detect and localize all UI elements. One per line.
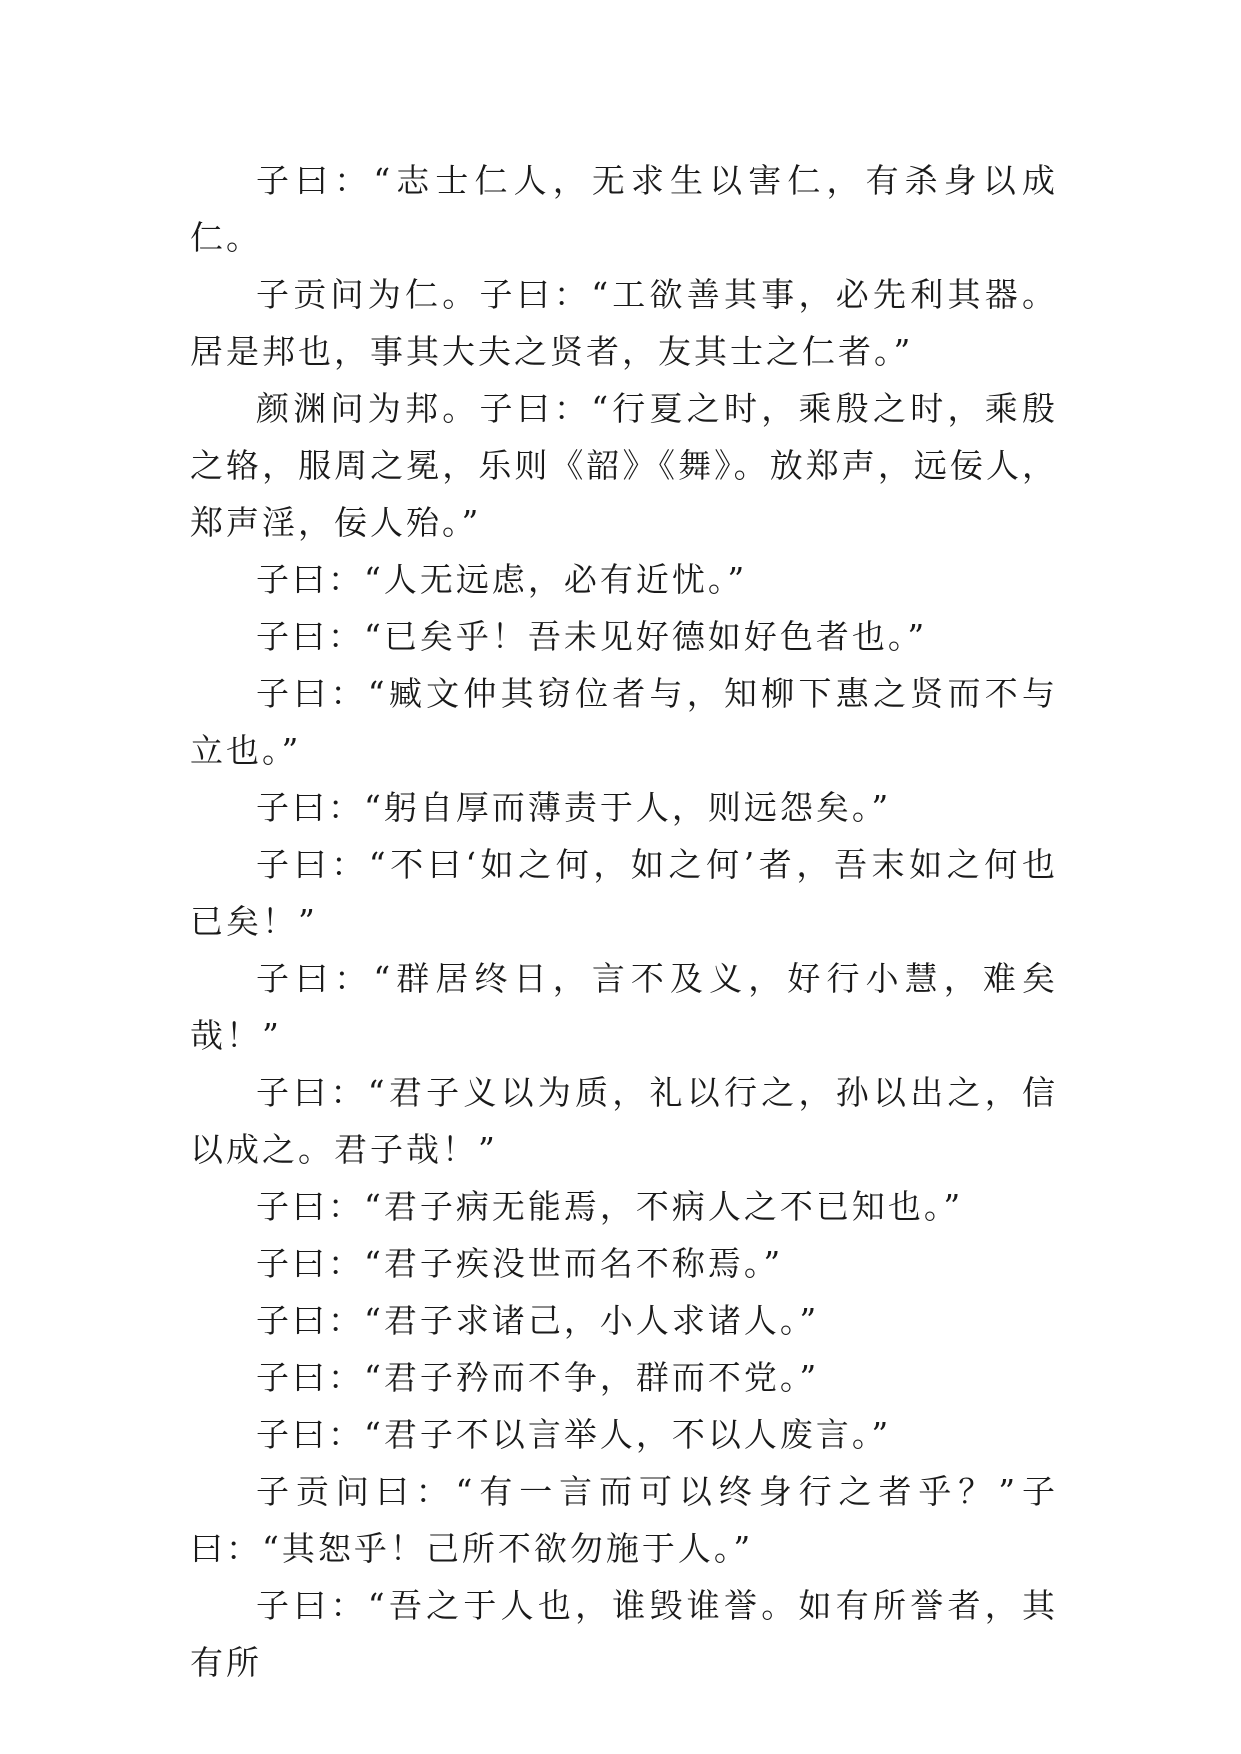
paragraph: 子曰：“群居终日，言不及义，好行小慧，难矣哉！” bbox=[190, 959, 1058, 1055]
paragraph: 子曰：“臧文仲其窃位者与，知柳下惠之贤而不与立也。” bbox=[190, 674, 1058, 770]
paragraph: 子曰：“吾之于人也，谁毁谁誉。如有所誉者，其有所 bbox=[190, 1586, 1058, 1682]
paragraph: 子曰：“君子义以为质，礼以行之，孙以出之，信以成之。君子哉！” bbox=[190, 1073, 1058, 1169]
paragraph: 子曰：“君子疾没世而名不称焉。” bbox=[256, 1244, 784, 1283]
paragraph: 子贡问曰：“有一言而可以终身行之者乎？”子曰：“其恕乎！己所不欲勿施于人。” bbox=[190, 1472, 1058, 1568]
paragraph: 子曰：“志士仁人，无求生以害仁，有杀身以成仁。 bbox=[190, 161, 1058, 257]
paragraph: 子曰：“君子矜而不争，群而不党。” bbox=[256, 1358, 820, 1397]
paragraph: 子曰：“君子病无能焉，不病人之不已知也。” bbox=[256, 1187, 964, 1226]
paragraph: 子曰：“君子求诸己，小人求诸人。” bbox=[256, 1301, 820, 1340]
document-body bbox=[190, 152, 1058, 1691]
paragraph: 颜渊问为邦。子曰：“行夏之时，乘殷之时，乘殷之辂，服周之冕，乐则《韶》《舞》。放郑声，远佞人，郑声淫，佞人殆。” bbox=[190, 389, 1058, 542]
paragraph: 子贡问为仁。子曰：“工欲善其事，必先利其器。居是邦也，事其大夫之贤者，友其士之仁者。” bbox=[190, 275, 1058, 371]
paragraph: 子曰：“不曰‘如之何，如之何’者，吾末如之何也已矣！” bbox=[190, 845, 1058, 941]
paragraph: 子曰：“人无远虑，必有近忧。” bbox=[256, 560, 748, 599]
paragraph: 子曰：“已矣乎！吾未见好德如好色者也。” bbox=[256, 617, 928, 656]
paragraph: 子曰：“君子不以言举人，不以人废言。” bbox=[256, 1415, 892, 1454]
paragraph: 子曰：“躬自厚而薄责于人，则远怨矣。” bbox=[256, 788, 892, 827]
